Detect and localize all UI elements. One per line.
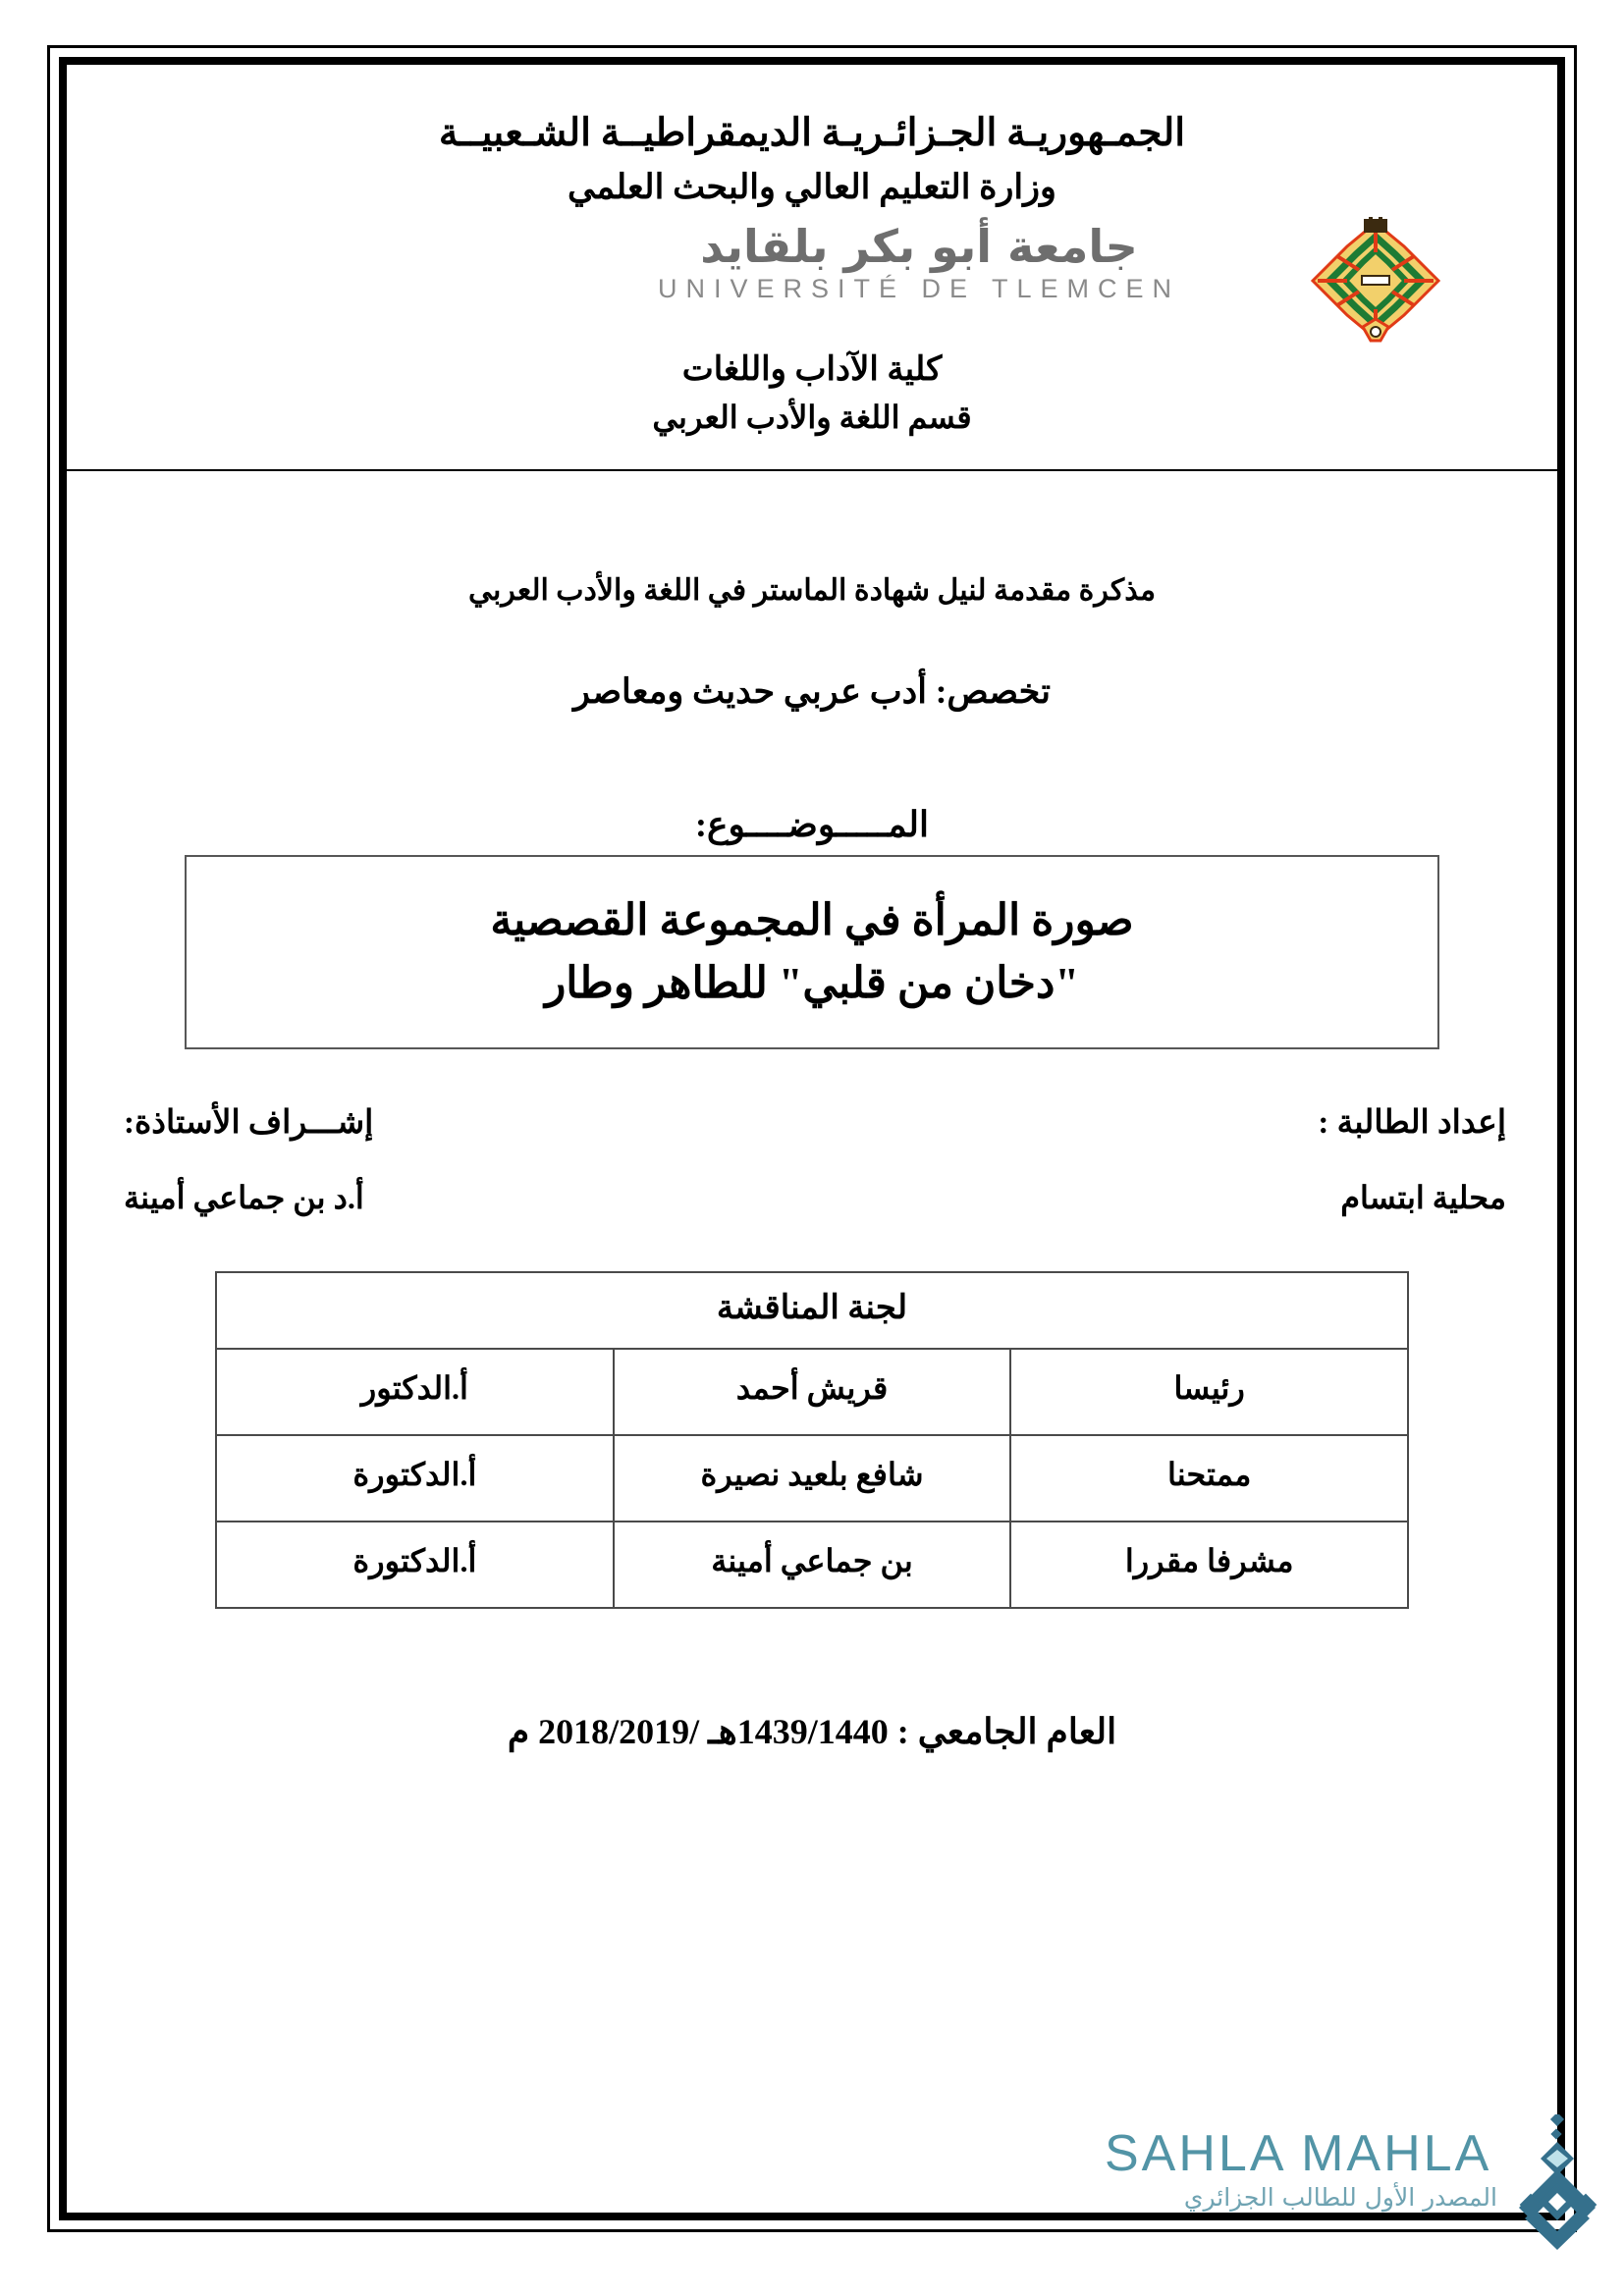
jury-rank-2: أ.الدكتورة <box>216 1522 614 1608</box>
watermark-title: SAHLA MAHLA <box>1105 2125 1492 2182</box>
university-logo-strip <box>67 221 1557 345</box>
university-name-arabic: جامعة أبو بكر بلقايد <box>700 220 1138 274</box>
jury-name-0: قريش أحمد <box>614 1349 1011 1435</box>
jury-role-1: ممتحنا <box>1010 1435 1408 1522</box>
jury-role-2: مشرفا مقررا <box>1010 1522 1408 1608</box>
table-row <box>216 1349 1408 1435</box>
thesis-title-box <box>185 855 1439 1049</box>
jury-table-title: لجنة المناقشة <box>216 1272 1408 1349</box>
supervisor-label: إشـــراف الأستاذة: <box>124 1105 374 1142</box>
university-wordmark <box>575 220 1263 304</box>
supervisor-name: أ.د بن جماعي أمينة <box>124 1180 364 1216</box>
university-name-latin: UNIVERSITÉ DE TLEMCEN <box>657 274 1181 304</box>
header-separator-rule <box>67 469 1557 471</box>
republic-heading: الجمـهوريـة الجـزائـريـة الديمقراطيــة الشـعبيــة <box>438 112 1186 154</box>
jury-role-0: رئيسا <box>1010 1349 1408 1435</box>
jury-rank-1: أ.الدكتورة <box>216 1435 614 1522</box>
watermark-subtitle: المصدر الأول للطالب الجزائري <box>1183 2183 1497 2212</box>
document-header <box>67 65 1557 471</box>
department-heading: قسم اللغة والأدب العربي <box>652 399 972 435</box>
people-names-row <box>67 1179 1557 1216</box>
jury-rank-0: أ.الدكتور <box>216 1349 614 1435</box>
student-name: محلية ابتسام <box>1340 1180 1506 1216</box>
thesis-title <box>490 889 1133 1015</box>
university-emblem-icon <box>1302 217 1449 345</box>
jury-table-header-row <box>216 1272 1408 1349</box>
jury-name-2: بن جماعي أمينة <box>614 1522 1011 1608</box>
thesis-title-line-1: صورة المرأة في المجموعة القصصية <box>490 896 1134 945</box>
specialty-statement: تخصص: أدب عربي حديث ومعاصر <box>573 672 1051 712</box>
table-row <box>216 1435 1408 1522</box>
faculty-heading: كلية الآداب واللغات <box>681 351 943 389</box>
student-label: إعداد الطالبة : <box>1318 1105 1506 1142</box>
jury-table <box>215 1271 1409 1609</box>
people-labels-row <box>67 1102 1557 1142</box>
academic-year: العام الجامعي : 1439/1440هـ /2018/2019 م <box>507 1712 1117 1752</box>
degree-statement: مذكرة مقدمة لنيل شهادة الماستر في اللغة والأدب العربي <box>467 574 1157 608</box>
subject-label: المـــــوضــــوع: <box>695 805 929 845</box>
thesis-title-line-2: "دخان من قلبي" للطاهر وطار <box>545 959 1079 1008</box>
ministry-heading: وزارة التعليم العالي والبحث العلمي <box>568 167 1056 206</box>
table-row <box>216 1522 1408 1608</box>
page-content <box>67 65 1557 2213</box>
jury-name-1: شافع بلعيد نصيرة <box>614 1435 1011 1522</box>
